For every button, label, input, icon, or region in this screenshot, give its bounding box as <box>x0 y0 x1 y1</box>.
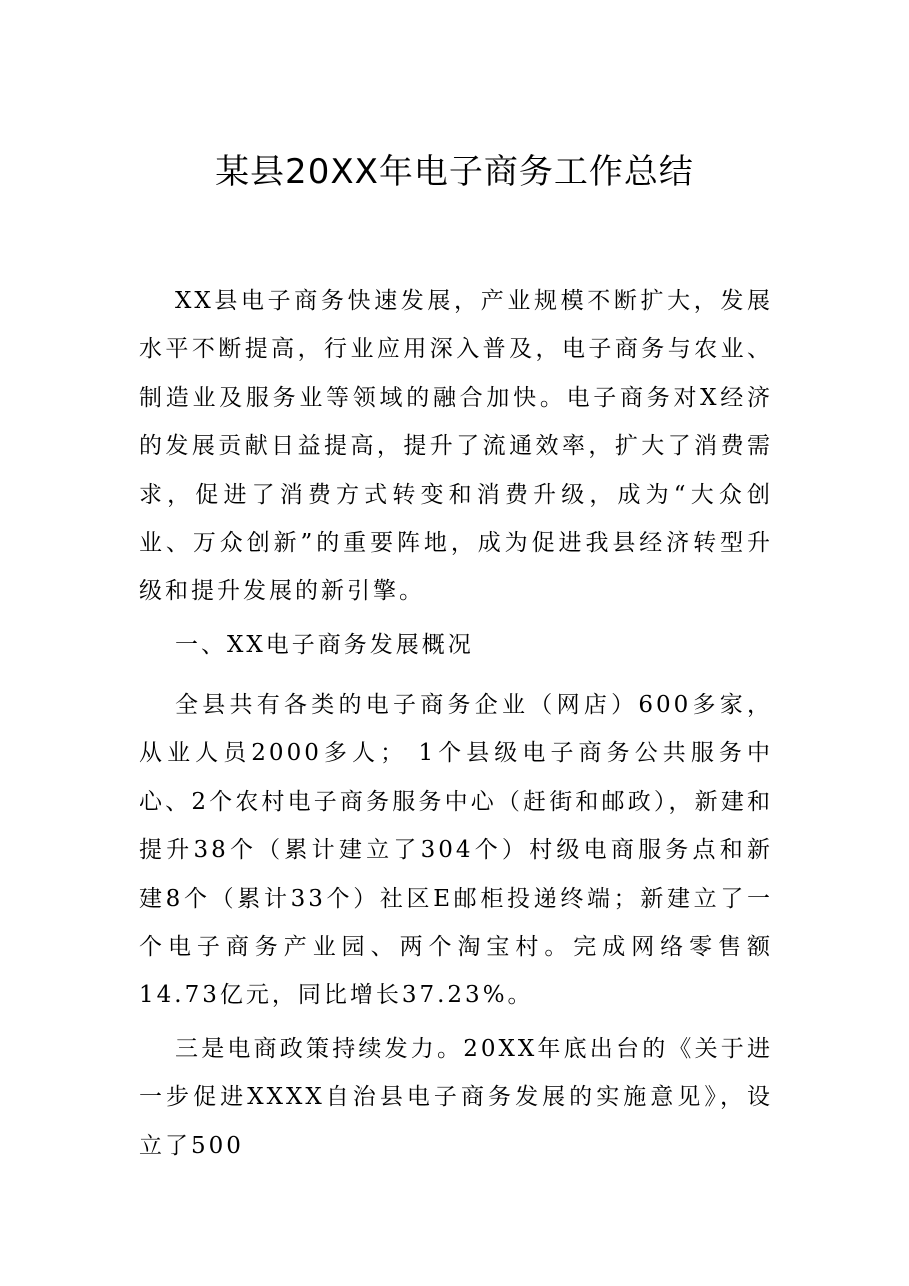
section-heading-overview: 一、XX电子商务发展概况 <box>175 632 474 658</box>
intro-paragraph: XX县电子商务快速发展，产业规模不断扩大，发展水平不断提高，行业应用深入普及，电子商务与农业、制造业及服务业等领域的融合加快。电子商务对X经济的发展贡献日益提高，提升了流通效率，扩大了消费需求，促进了消费方式转变和消费升级，成为“大众创业、万众创新”的重要阵地，成为促进我县经济转型升级和提升发展的新引擎。 <box>139 288 773 605</box>
document-title: 某县20XX年电子商务工作总结 <box>215 152 694 192</box>
policy-paragraph: 三是电商政策持续发力。20XX年底出台的《关于进一步促进XXXX自治县电子商务发展的实施意见》，设立了500 <box>139 1036 773 1159</box>
overview-paragraph: 全县共有各类的电子商务企业（网店）600多家，从业人员2000多人； 1个县级电子商务公共服务中心、2个农村电子商务服务中心（赶街和邮政），新建和提升38个（累计建立了304个）村级电商服务点和新建8个（累计33个）社区E邮柜投递终端；新建立了一个电子商务产业园、两个淘宝村。完成网络零售额14.73亿元，同比增长37.23%。 <box>139 692 773 1009</box>
